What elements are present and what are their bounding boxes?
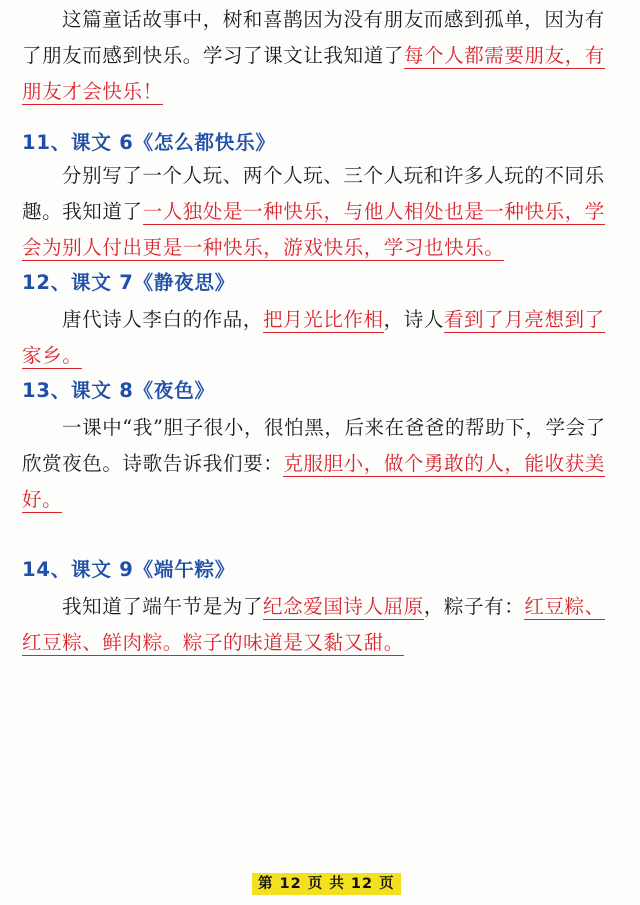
section-12-heading: 12、课文 7《静夜思》 <box>22 271 236 294</box>
section-11-text-1: 分别写了一个人玩、两个人玩、三个人玩和许多人玩的不同乐趣。我知道了 <box>22 164 605 223</box>
section-14-answer-1: 纪念爱国诗人屈原 <box>263 595 424 618</box>
section-14-text-1: 我知道了端午节是为了 <box>62 595 264 618</box>
section-12-paragraph <box>22 302 620 374</box>
section-12-text-1: 唐代诗人李白的作品， <box>62 308 264 331</box>
section-13-heading: 13、课文 8《夜色》 <box>22 379 215 402</box>
section-13-paragraph <box>22 410 620 518</box>
section-14-answer-2: 红豆粽、红豆粽、鲜肉粽。粽子的味道是又黏又甜。 <box>22 595 605 654</box>
section-12-text-2: ，诗人 <box>383 308 444 331</box>
section-12-answer-1: 把月光比作相 <box>263 308 384 331</box>
section-13-text-1: 一课中“我”胆子很小，很怕黑，后来在爸爸的帮助下，学会了欣赏夜色。诗歌告诉我们要： <box>22 416 606 475</box>
intro-text-1: 这篇童话故事中，树和喜鹊因为没有朋友而感到孤单，因为有了朋友而感到快乐。学习了课文让我知道了 <box>22 8 605 67</box>
section-11-answer-1: 一人独处是一种快乐，与他人相处也是一种快乐，学会为别人付出更是一种快乐，游戏快乐，学习也快乐。 <box>22 200 605 259</box>
section-14-text-2: ，粽子有： <box>423 595 525 618</box>
section-13-answer-1: 克服胆小，做个勇敢的人，能收获美好。 <box>22 452 605 511</box>
section-11-heading: 11、课文 6《怎么都快乐》 <box>22 131 276 154</box>
intro-answer-1: 每个人都需要朋友，有朋友才会快乐！ <box>22 44 605 103</box>
page-number-footer: 第 12 页 共 12 页 <box>252 873 401 895</box>
section-14-paragraph <box>22 589 620 661</box>
section-11-paragraph <box>22 158 620 266</box>
section-12-answer-2: 看到了月亮想到了家乡。 <box>22 308 605 367</box>
intro-paragraph <box>22 2 620 110</box>
section-14-heading: 14、课文 9《端午粽》 <box>22 558 236 581</box>
